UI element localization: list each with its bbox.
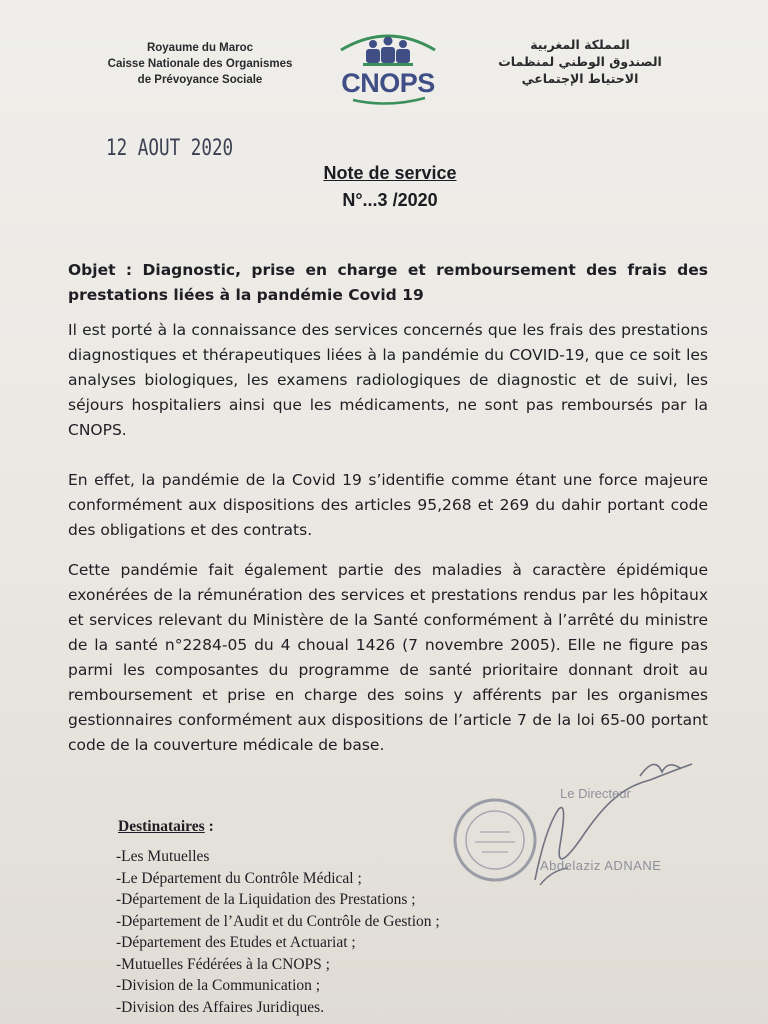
header-fr-line-3: de Prévoyance Sociale <box>137 74 263 86</box>
recipient-item: -Les Mutuelles <box>116 848 210 865</box>
recipient-item: -Mutuelles Fédérées à la CNOPS ; <box>116 955 330 973</box>
document-title: Note de service <box>323 163 457 183</box>
header-institution-fr <box>95 40 305 88</box>
signature-name: Abdelaziz ADNANE <box>540 858 662 873</box>
signature-title: Le Directeur <box>560 786 631 801</box>
header-ar-line-3: الاحتياط الإجتماعي <box>521 71 639 86</box>
cnops-logo <box>333 28 443 108</box>
header-fr-line-2: Caisse Nationale des Organismes <box>107 58 293 70</box>
recipients-label-text: Destinataires <box>118 818 205 835</box>
paragraph-1: Il est porté à la connaissance des services concernés que les frais des prestations diagnostiques et thérapeutiques liées à la pandémie du COVID-19, que ce soit les analyses biologiques, les examens radiologiques de diagnostic et de suivi, les séjours hospitaliers ainsi que les médicaments, ne sont pas remboursés par la CNOPS. <box>68 321 708 439</box>
handwritten-signature-icon <box>440 750 730 900</box>
recipient-item: -Département de l’Audit et du Contrôle de Gestion ; <box>116 912 440 930</box>
recipients-label <box>118 818 214 836</box>
paragraph-3: Cette pandémie fait également partie des maladies à caractère épidémique exonérées de la rémunération des services et prestations rendus par les hôpitaux et services relevant du Ministère de la Santé conformément à l’arrêté du ministre de la santé n°2284-05 du 4 choual 1426 (7 novembre 2005). Elle ne figure pas parmi les composantes du programme de santé prioritaire donnant droit au remboursement et prise en charge des soins y afférents par les organismes gestionnaires conformément aux dispositions de l’article 7 de la loi 65-00 portant code de la couverture médicale de base. <box>68 561 708 754</box>
header-institution-ar <box>495 36 665 87</box>
recipient-item: -Département de la Liquidation des Prestations ; <box>116 891 416 908</box>
date-stamp: 12 AOUT 2020 <box>106 136 234 161</box>
logo-wordmark: CNOPS <box>341 68 435 98</box>
recipients-list <box>116 846 440 1018</box>
paragraph-2: En effet, la pandémie de la Covid 19 s’identifie comme étant une force majeure conformément aux dispositions des articles 95,268 et 269 du dahir portant code des obligations et des contrats. <box>68 471 708 539</box>
header-ar-line-1: المملكة المغربية <box>530 37 630 52</box>
recipient-item: -Département des Etudes et Actuariat ; <box>116 934 356 951</box>
subject-line: Objet : Diagnostic, prise en charge et remboursement des frais des prestations liées à la pandémie Covid 19 <box>68 261 708 304</box>
recipient-item: -Le Département du Contrôle Médical ; <box>116 869 362 887</box>
header-ar-line-2: الصندوق الوطني لمنظمات <box>498 54 662 69</box>
document-number: N°...3 /2020 <box>342 190 438 210</box>
recipients-label-suffix: : <box>204 818 214 835</box>
recipient-item: -Division de la Communication ; <box>116 977 321 994</box>
header-fr-line-1: Royaume du Maroc <box>146 42 254 54</box>
signature-block <box>440 750 730 900</box>
recipient-item: -Division des Affaires Juridiques. <box>116 998 325 1016</box>
